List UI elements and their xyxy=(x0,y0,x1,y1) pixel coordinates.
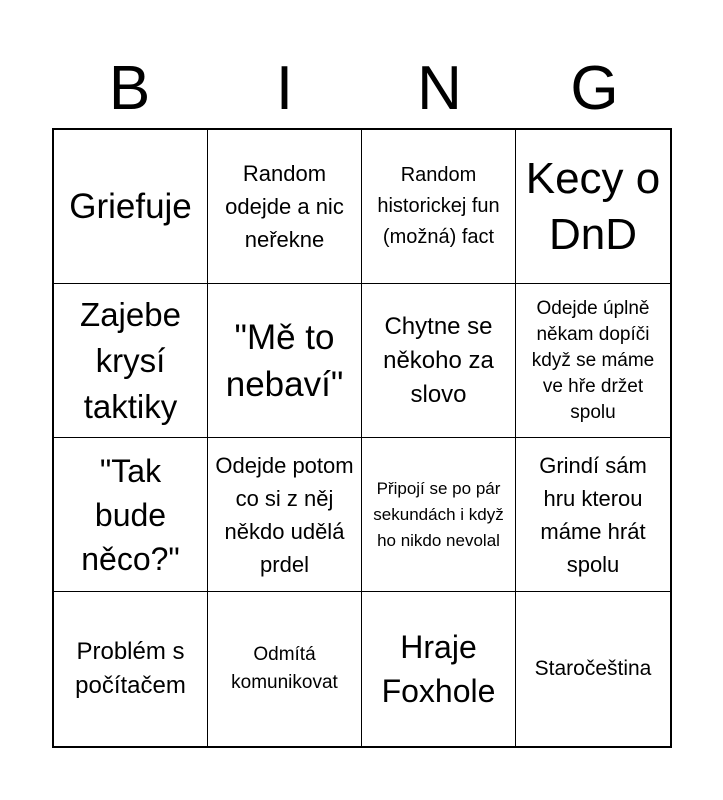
bingo-cell[interactable] xyxy=(516,592,670,746)
bingo-cell[interactable] xyxy=(208,284,362,438)
cell-text: Staročeština xyxy=(534,657,652,680)
cell-text: Random odejde a nic neřekne xyxy=(225,161,344,252)
cell-text: Chytne se někoho za slovo xyxy=(383,312,494,408)
bingo-cell[interactable] xyxy=(516,438,670,592)
bingo-cell[interactable] xyxy=(54,592,208,746)
cell-text: "Tak bude něco?" xyxy=(81,452,180,577)
header-letter-b: B xyxy=(108,54,151,123)
cell-text: Odejde úplně někam dopíči když se máme ve hře držet spolu xyxy=(531,297,655,423)
cell-text: Odejde potom co si z něj někdo udělá prdel xyxy=(215,452,354,577)
bingo-cell[interactable] xyxy=(362,592,516,746)
bingo-cell[interactable] xyxy=(208,592,362,746)
cell-text: Hraje Foxhole xyxy=(381,629,496,709)
header-letter-g: G xyxy=(570,54,619,123)
header-letter-n: N xyxy=(417,54,462,123)
bingo-cell[interactable] xyxy=(208,438,362,592)
cell-text: Připojí se po pár sekundách i když ho nikdo nevolal xyxy=(373,478,504,550)
bingo-cell[interactable] xyxy=(362,284,516,438)
bingo-cell[interactable] xyxy=(362,438,516,592)
cell-text: "Mě to nebaví" xyxy=(225,317,344,404)
bingo-header xyxy=(52,50,672,128)
cell-text: Random historickej fun (možná) fact xyxy=(377,164,500,248)
bingo-cell[interactable] xyxy=(516,284,670,438)
bingo-cell[interactable] xyxy=(516,130,670,284)
cell-text: Zajebe krysí taktiky xyxy=(80,295,181,425)
bingo-cell[interactable] xyxy=(54,130,208,284)
bingo-cell[interactable] xyxy=(208,130,362,284)
bingo-card xyxy=(52,128,672,748)
header-letter-i: I xyxy=(275,54,294,123)
cell-text: Grindí sám hru kterou máme hrát spolu xyxy=(539,452,647,577)
bingo-cell[interactable] xyxy=(54,438,208,592)
bingo-cell[interactable] xyxy=(54,284,208,438)
cell-text: Problém s počítačem xyxy=(75,638,186,699)
cell-text: Kecy o DnD xyxy=(525,153,661,259)
cell-text: Griefuje xyxy=(69,187,192,226)
cell-text: Odmítá komunikovat xyxy=(231,644,338,693)
bingo-cell[interactable] xyxy=(362,130,516,284)
